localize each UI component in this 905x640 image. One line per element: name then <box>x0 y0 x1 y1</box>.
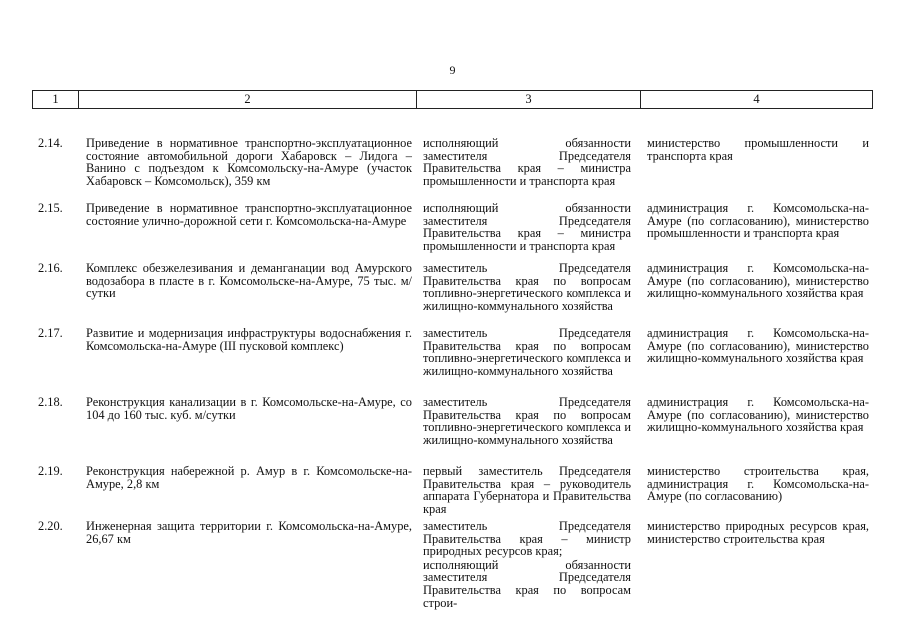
table-row <box>0 262 905 327</box>
object-name: Инженерная защита территории г. Комсомольска-на-Амуре, 26,67 км <box>86 519 412 546</box>
row-number: 2.16. <box>38 261 63 275</box>
executors: администрация г. Комсомольска-на-Амуре (по согласованию), министерство промышленности и транспорта края <box>647 201 869 241</box>
responsible-official <box>423 137 631 187</box>
executors: администрация г. Комсомольска-на-Амуре (по согласованию), министерство жилищно-коммунального хозяйства края <box>647 261 869 301</box>
table-row <box>0 137 905 202</box>
executors: министерство строительства края, администрация г. Комсомольска-на-Амуре (по согласованию) <box>647 464 869 504</box>
table-row <box>0 202 905 262</box>
object-name: Развитие и модернизация инфраструктуры водоснабжения г. Комсомольска-на-Амуре (III пусковой комплекс) <box>86 326 412 353</box>
object-name: Приведение в нормативное транспортно-эксплуатационное состояние автомобильной дороги Хабаровск – Лидога – Ванино с подъездом к Комсомольску-на-Амуре (участок Хабаровск – Комсомольск), 359 км <box>86 136 412 188</box>
responsible-entry: исполняющий обязанности заместителя Председателя Правительства края по вопросам строи- <box>423 557 631 610</box>
object-name: Реконструкция набережной р. Амур в г. Комсомольске-на-Амуре, 2,8 км <box>86 464 412 491</box>
responsible-entry: заместитель Председателя Правительства края по вопросам топливно-энергетического комплекса и жилищно-коммунального хозяйства <box>423 261 631 313</box>
responsible-entry: заместитель Председателя Правительства края по вопросам топливно-энергетического комплекса и жилищно-коммунального хозяйства <box>423 326 631 378</box>
row-number: 2.15. <box>38 201 63 215</box>
table-row <box>0 396 905 465</box>
responsible-entry: исполняющий обязанности заместителя Председателя Правительства края – министра промышленности и транспорта края <box>423 136 631 188</box>
responsible-official <box>423 327 631 377</box>
object-name: Комплекс обезжелезивания и деманганации вод Амурского водозабора в пласте в г. Комсомольске-на-Амуре, 75 тыс. м/сутки <box>86 261 412 301</box>
table-row <box>0 327 905 396</box>
responsible-entry: первый заместитель Председателя Правительства края – руководитель аппарата Губернатора и Правительства края <box>423 464 631 516</box>
column-header-4: 4 <box>641 91 873 109</box>
executors: администрация г. Комсомольска-на-Амуре (по согласованию), министерство жилищно-коммунального хозяйства края <box>647 326 869 366</box>
column-header-row <box>33 91 873 109</box>
executors: администрация г. Комсомольска-на-Амуре (по согласованию), министерство жилищно-коммунального хозяйства края <box>647 395 869 435</box>
row-number: 2.20. <box>38 519 63 533</box>
row-number: 2.17. <box>38 326 63 340</box>
responsible-official <box>423 396 631 446</box>
responsible-entry: заместитель Председателя Правительства края по вопросам топливно-энергетического комплекса и жилищно-коммунального хозяйства <box>423 395 631 447</box>
row-number: 2.14. <box>38 136 63 150</box>
executors: министерство промышленности и транспорта края <box>647 136 869 163</box>
responsible-official <box>423 520 631 609</box>
table-body <box>0 136 905 610</box>
object-name: Приведение в нормативное транспортно-эксплуатационное состояние улично-дорожной сети г. Комсомольска-на-Амуре <box>86 201 412 228</box>
responsible-entry: заместитель Председателя Правительства края – министр природных ресурсов края; <box>423 519 631 559</box>
column-header-3: 3 <box>417 91 641 109</box>
column-header-table <box>32 90 873 109</box>
row-number: 2.18. <box>38 395 63 409</box>
responsible-entry: исполняющий обязанности заместителя Председателя Правительства края – министра промышленности и транспорта края <box>423 201 631 253</box>
table-row <box>0 519 905 610</box>
executors: министерство природных ресурсов края, министерство строительства края <box>647 519 869 546</box>
column-header-2: 2 <box>79 91 417 109</box>
row-number: 2.19. <box>38 464 63 478</box>
page-number: 9 <box>449 63 456 77</box>
table-row <box>0 465 905 520</box>
column-header-1: 1 <box>33 91 79 109</box>
responsible-official <box>423 465 631 515</box>
responsible-official <box>423 262 631 312</box>
object-name: Реконструкция канализации в г. Комсомольске-на-Амуре, со 104 до 160 тыс. куб. м/сутки <box>86 395 412 422</box>
responsible-official <box>423 202 631 252</box>
